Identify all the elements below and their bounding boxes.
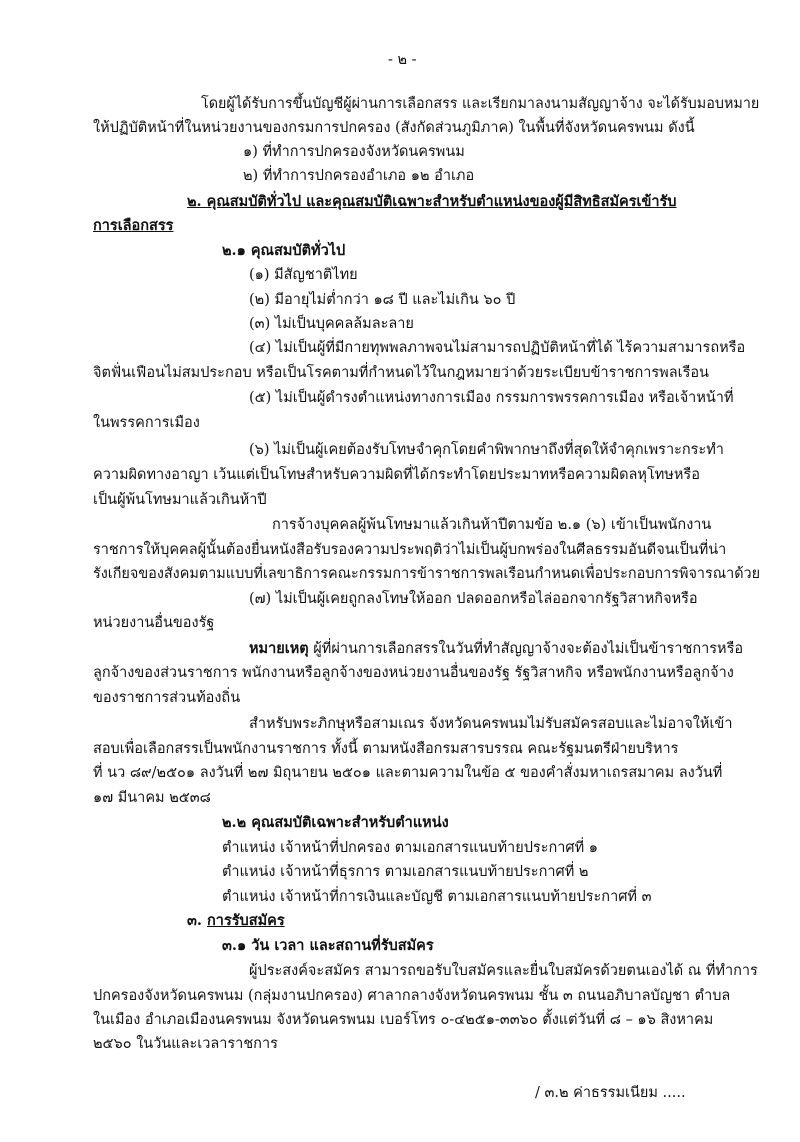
section-3-number: ๓. bbox=[187, 912, 202, 929]
position-1: ตำแหน่ง เจ้าหน้าที่ปกครอง ตามเอกสารแนบท้ายประกาศที่ ๑ bbox=[222, 840, 598, 856]
qualification-5-line-1: (๕) ไม่เป็นผู้ดำรงตำแหน่งทางการเมือง กรรมการพรรคการเมือง หรือเจ้าหน้าที่ bbox=[249, 390, 734, 406]
section-2-1-title: ๒.๑ คุณสมบัติทั่วไป bbox=[222, 242, 346, 259]
monk-line-2: สอบเพื่อเลือกสรรเป็นพนักงานราชการ ทั้งนี้ ตามหนังสือกรมสารบรรณ คณะรัฐมนตรีฝ่ายบริหาร bbox=[93, 741, 679, 757]
qualification-6-line-3: เป็นผู้พ้นโทษมาแล้วเกินห้าปี bbox=[93, 492, 267, 508]
qualification-6-line-1: (๖) ไม่เป็นผู้เคยต้องรับโทษจำคุกโดยคำพิพากษาถึงที่สุดให้จำคุกเพราะกระทำ bbox=[249, 442, 724, 458]
continuation-note: / ๓.๒ ค่าธรรมเนียม ..... bbox=[535, 1085, 686, 1101]
section-2-heading-line-1: ๒. คุณสมบัติทั่วไป และคุณสมบัติเฉพาะสำหรับตำแหน่งของผู้มีสิทธิสมัครเข้ารับ bbox=[187, 193, 677, 210]
intro-line-2: ให้ปฏิบัติหน้าที่ในหน่วยงานของกรมการปกครอง (สังกัดส่วนภูมิภาค) ในพื้นที่จังหวัดนครพนม ดังนี้ bbox=[93, 120, 695, 136]
registration-line-3: ในเมือง อำเภอเมืองนครพนม จังหวัดนครพนม เบอร์โทร ๐-๔๒๕๑-๓๓๖๐ ตั้งแต่วันที่ ๘ – ๑๖ สิงหาคม bbox=[93, 1012, 714, 1028]
position-2: ตำแหน่ง เจ้าหน้าที่ธุรการ ตามเอกสารแนบท้ายประกาศที่ ๒ bbox=[222, 864, 589, 880]
section-3-heading bbox=[187, 911, 285, 931]
qualification-7-line-1: (๗) ไม่เป็นผู้เคยถูกลงโทษให้ออก ปลดออกหรือไล่ออกจากรัฐวิสาหกิจหรือ bbox=[249, 591, 698, 607]
registration-line-4: ๒๕๖๐ ในวันและเวลาราชการ bbox=[93, 1036, 278, 1052]
qualification-6-line-2: ความผิดทางอาญา เว้นแต่เป็นโทษสำหรับความผิดที่ได้กระทำโดยประมาทหรือความผิดลหุโทษหรือ bbox=[93, 467, 700, 483]
monk-line-3: ที่ นว ๘๙/๒๕๐๑ ลงวันที่ ๒๗ มิถุนายน ๒๕๐๑ และตามความในข้อ ๕ ของคำสั่งมหาเถรสมาคม ลงวันที่ bbox=[93, 765, 723, 781]
qualification-5-line-2: ในพรรคการเมือง bbox=[93, 415, 200, 431]
qualification-6-note-line-3: รังเกียจของสังคมตามแบบที่เลขาธิการคณะกรรมการข้าราชการพลเรือนกำหนดเพื่อประกอบการพิจารณาด้วย bbox=[93, 566, 761, 582]
page-number: - ๒ - bbox=[388, 52, 417, 68]
qualification-7-line-2: หน่วยงานอื่นของรัฐ bbox=[93, 615, 215, 631]
qualification-6-note-line-1: การจ้างบุคคลผู้พ้นโทษมาแล้วเกินห้าปีตามข้อ ๒.๑ (๖) เข้าเป็นพนักงาน bbox=[272, 517, 712, 533]
remark-line-2: ลูกจ้างของส่วนราชการ พนักงานหรือลูกจ้างของหน่วยงานอื่นของรัฐ รัฐวิสาหกิจ หรือพนักงานหรือลูกจ้าง bbox=[93, 665, 734, 681]
monk-line-4: ๑๗ มีนาคม ๒๕๓๘ bbox=[93, 790, 211, 806]
intro-item-1: ๑) ที่ทำการปกครองจังหวัดนครพนม bbox=[243, 144, 465, 160]
remark-label: หมายเหตุ bbox=[249, 640, 309, 657]
intro-item-2: ๒) ที่ทำการปกครองอำเภอ ๑๒ อำเภอ bbox=[243, 168, 475, 184]
section-2-heading-line-2: การเลือกสรร bbox=[93, 217, 174, 234]
section-2-2-title: ๒.๒ คุณสมบัติเฉพาะสำหรับตำแหน่ง bbox=[222, 814, 449, 831]
qualification-4-line-1: (๔) ไม่เป็นผู้ที่มีกายทุพพลภาพจนไม่สามารถปฏิบัติหน้าที่ได้ ไร้ความสามารถหรือ bbox=[249, 340, 746, 356]
qualification-4-line-2: จิตฟั่นเฟือนไม่สมประกอบ หรือเป็นโรคตามที่กำหนดไว้ในกฎหมายว่าด้วยระเบียบข้าราชการพลเรือน bbox=[93, 365, 709, 381]
remark-line-1 bbox=[249, 639, 743, 659]
position-3: ตำแหน่ง เจ้าหน้าที่การเงินและบัญชี ตามเอกสารแนบท้ายประกาศที่ ๓ bbox=[222, 889, 652, 905]
remark-line-3: ของราชการส่วนท้องถิ่น bbox=[93, 690, 241, 706]
remark-text: ผู้ที่ผ่านการเลือกสรรในวันที่ทำสัญญาจ้างจะต้องไม่เป็นข้าราชการหรือ bbox=[308, 641, 744, 657]
qualification-2: (๒) มีอายุไม่ต่ำกว่า ๑๘ ปี และไม่เกิน ๖๐ ปี bbox=[249, 292, 516, 308]
registration-line-1: ผู้ประสงค์จะสมัคร สามารถขอรับใบสมัครและยื่นใบสมัครด้วยตนเองได้ ณ ที่ทำการ bbox=[249, 963, 758, 979]
section-3-1-title: ๓.๑ วัน เวลา และสถานที่รับสมัคร bbox=[222, 937, 434, 954]
qualification-1: (๑) มีสัญชาติไทย bbox=[249, 267, 358, 283]
section-3-title: การรับสมัคร bbox=[207, 912, 285, 929]
intro-line-1: โดยผู้ได้รับการขึ้นบัญชีผู้ผ่านการเลือกสรร และเรียกมาลงนามสัญญาจ้าง จะได้รับมอบหมาย bbox=[201, 96, 760, 112]
registration-line-2: ปกครองจังหวัดนครพนม (กลุ่มงานปกครอง) ศาลากลางจังหวัดนครพนม ชั้น ๓ ถนนอภิบาลบัญชา ตำบล bbox=[93, 988, 731, 1004]
qualification-3: (๓) ไม่เป็นบุคคลล้มละลาย bbox=[249, 316, 414, 332]
monk-line-1: สำหรับพระภิกษุหรือสามเณร จังหวัดนครพนมไม่รับสมัครสอบและไม่อาจให้เข้า bbox=[249, 716, 733, 732]
qualification-6-note-line-2: ราชการให้บุคคลผู้นั้นต้องยื่นหนังสือรับรองความประพฤติว่าไม่เป็นผู้บกพร่องในศีลธรรมอันดีจนเป็นที่น่า bbox=[93, 542, 727, 558]
